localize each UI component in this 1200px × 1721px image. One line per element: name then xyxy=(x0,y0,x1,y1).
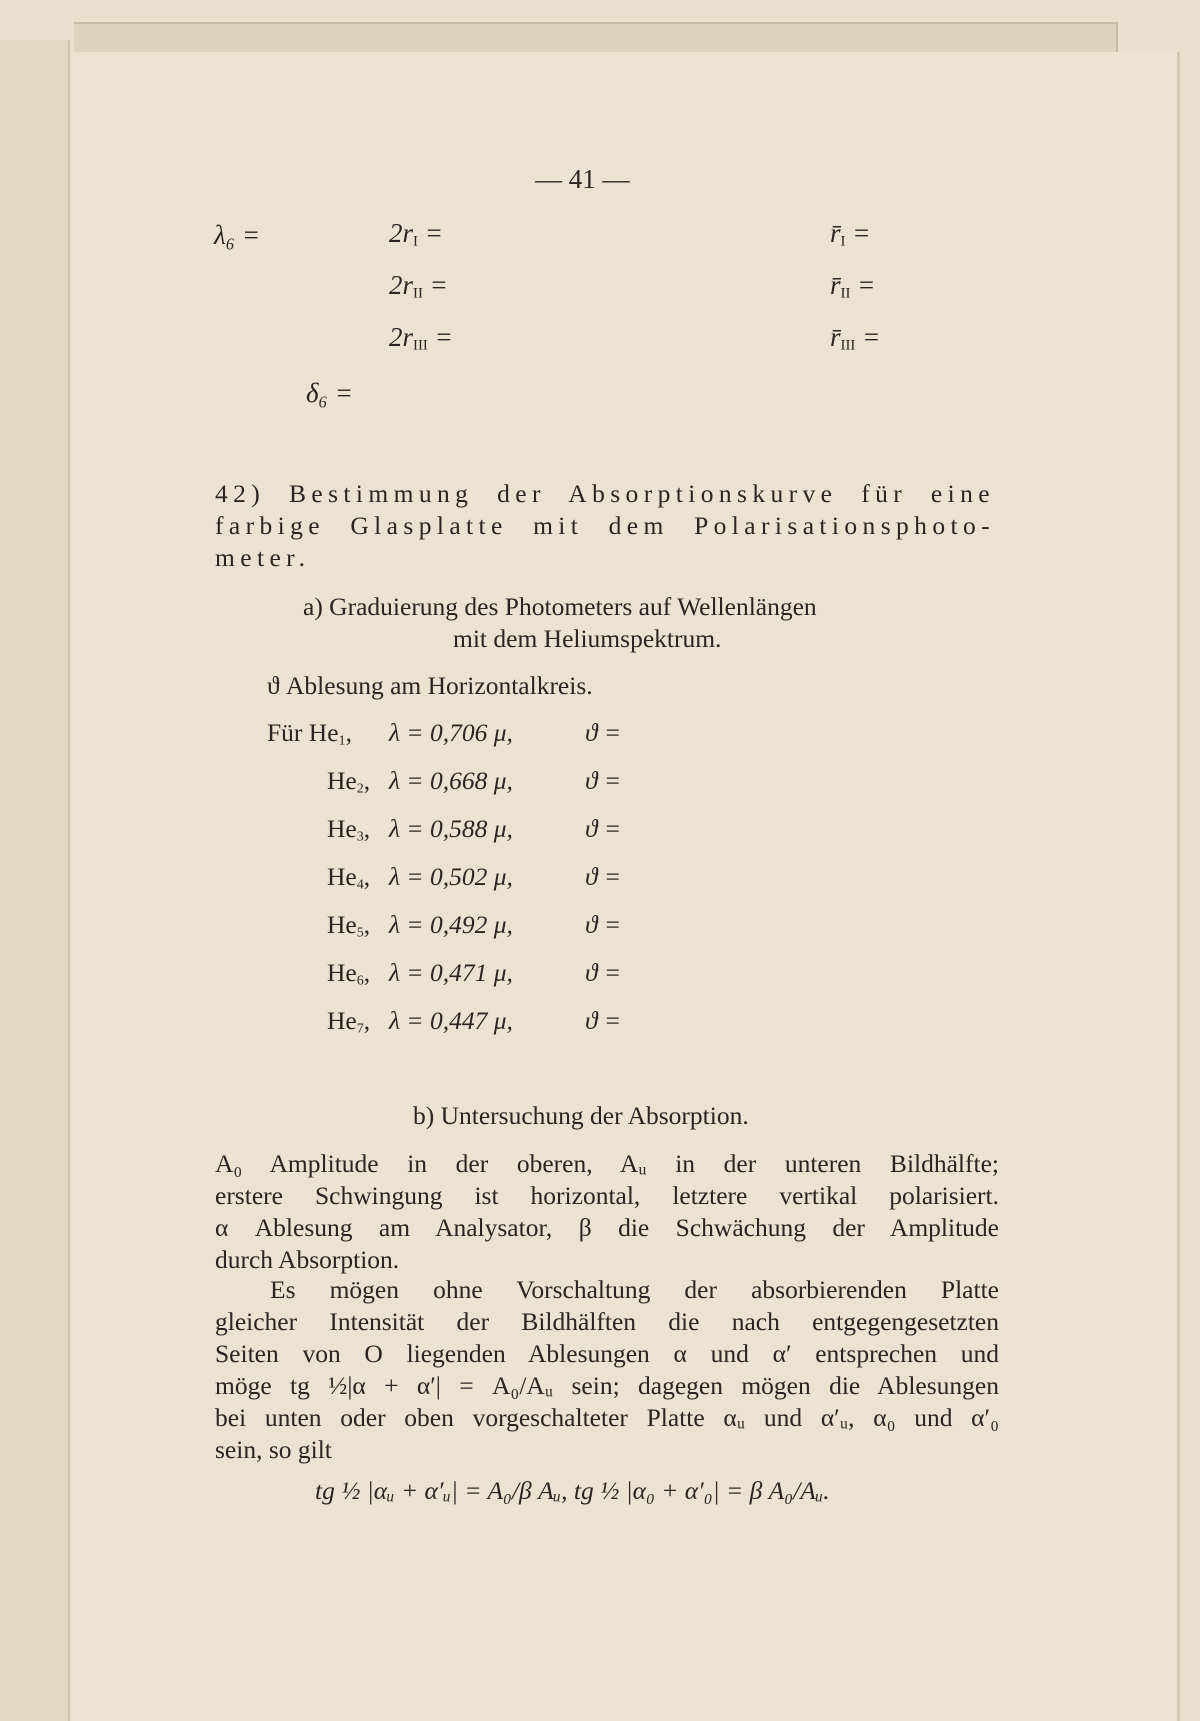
helium-row-wavelength: λ = 0,588 μ, xyxy=(389,814,513,843)
helium-row-label: $He_2$, xyxy=(327,766,371,797)
section-42-line-3: meter. xyxy=(215,543,311,572)
paragraph-1-line-4: durch Absorption. xyxy=(215,1245,400,1274)
paragraph-2-line-1: Es mögen ohne Vorschaltung der absorbierenden Platte xyxy=(270,1275,999,1304)
subsection-a-line-1: a) Graduierung des Photometers auf Wellenlängen xyxy=(303,592,817,621)
paragraph-2-line-5: bei unten oder oben vorgeschalteter Platte αᵤ und α′ᵤ, α₀ und α′₀ xyxy=(215,1403,999,1432)
section-42-line-1: 42) Bestimmung der Absorptionskurve für eine xyxy=(215,479,995,508)
helium-row-wavelength: λ = 0,471 μ, xyxy=(389,958,513,987)
helium-row-theta: ϑ = xyxy=(585,718,622,747)
helium-row-label: $He_6$, xyxy=(327,958,371,989)
helium-row-label: $He_4$, xyxy=(327,862,371,893)
helium-row-wavelength: λ = 0,706 μ, xyxy=(389,718,513,747)
helium-row-theta: ϑ = xyxy=(585,958,622,987)
helium-row-wavelength: λ = 0,668 μ, xyxy=(389,766,513,795)
page-number: — 41 — xyxy=(535,164,630,194)
page-top-edge xyxy=(74,22,1118,54)
r-right-3: $r̄_{III}$ = xyxy=(830,322,881,354)
section-42-line-2: farbige Glasplatte mit dem Polarisationsphoto- xyxy=(215,511,995,540)
subsection-b-heading: b) Untersuchung der Absorption. xyxy=(413,1101,749,1130)
helium-row-wavelength: λ = 0,492 μ, xyxy=(389,910,513,939)
left-page-edge xyxy=(0,40,70,1721)
paragraph-1-line-1: A₀ Amplitude in der oberen, Aᵤ in der unteren Bildhälfte; xyxy=(215,1149,999,1178)
lambda-6-label: λ₆ = xyxy=(214,220,261,250)
paragraph-1-line-3: α Ablesung am Analysator, β die Schwächung der Amplitude xyxy=(215,1213,999,1242)
theta-note: ϑ Ablesung am Horizontalkreis. xyxy=(267,671,593,700)
paragraph-2-line-6: sein, so gilt xyxy=(215,1435,332,1464)
paragraph-1-line-2: erstere Schwingung ist horizontal, letztere vertikal polarisiert. xyxy=(215,1181,999,1210)
helium-row-label: Für $He_1$, xyxy=(267,718,352,749)
r-left-1: $2r_I$ = xyxy=(389,218,443,250)
book-page xyxy=(72,52,1180,1721)
helium-row-theta: ϑ = xyxy=(585,910,622,939)
helium-row-label: $He_3$, xyxy=(327,814,371,845)
absorption-formula: tg ½ |αᵤ + α′ᵤ| = A₀/β Aᵤ, tg ½ |α₀ + α′₀| = β A₀/Aᵤ. xyxy=(315,1476,830,1505)
paragraph-2-line-3: Seiten von O liegenden Ablesungen α und α′ entsprechen und xyxy=(215,1339,999,1368)
helium-row-theta: ϑ = xyxy=(585,766,622,795)
r-left-2: $2r_{II}$ = xyxy=(389,270,448,302)
r-right-1: $r̄_I$ = xyxy=(830,218,871,250)
r-right-2: $r̄_{II}$ = xyxy=(830,270,876,302)
helium-row-wavelength: λ = 0,447 μ, xyxy=(389,1006,513,1035)
helium-row-theta: ϑ = xyxy=(585,1006,622,1035)
r-left-3: $2r_{III}$ = xyxy=(389,322,453,354)
helium-row-wavelength: λ = 0,502 μ, xyxy=(389,862,513,891)
delta-6-label: δ₆ = xyxy=(306,378,353,408)
helium-row-theta: ϑ = xyxy=(585,862,622,891)
paragraph-2-line-4: möge tg ½|α + α′| = A₀/Aᵤ sein; dagegen mögen die Ablesungen xyxy=(215,1371,999,1400)
helium-row-label: $He_7$, xyxy=(327,1006,371,1037)
helium-row-theta: ϑ = xyxy=(585,814,622,843)
subsection-a-line-2: mit dem Heliumspektrum. xyxy=(453,624,722,653)
helium-row-label: $He_5$, xyxy=(327,910,371,941)
paragraph-2-line-2: gleicher Intensität der Bildhälften die nach entgegengesetzten xyxy=(215,1307,999,1336)
